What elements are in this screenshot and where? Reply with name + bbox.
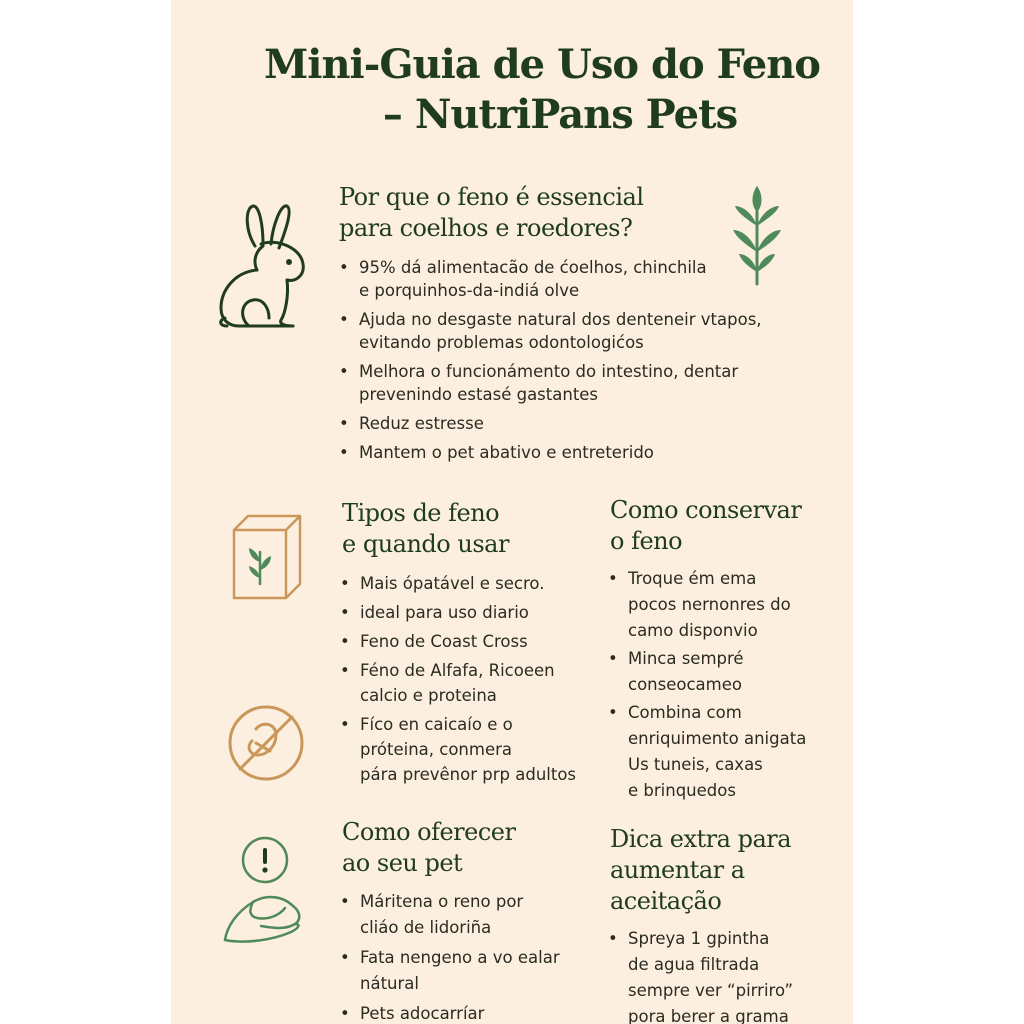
list-item: • Feno de Coast Cross: [340, 629, 576, 654]
list-item: • 95% dá alimentacão de ćoelhos, chinchila e porquinhos-da-indiá olve: [339, 256, 762, 302]
page-title: [171, 40, 853, 140]
conserve-heading-line: o feno: [610, 527, 683, 555]
list-item: • Melhora o funcionámento do intestino, dentar prevenindo estasé gastantes: [339, 360, 762, 406]
why-heading-line: Por que o feno é essencial: [339, 183, 644, 211]
why-heading-line: para coelhos e roedores?: [339, 214, 633, 242]
offer-list: [340, 889, 560, 1024]
list-item: • Mantem o pet abativo e entreterido: [339, 441, 762, 464]
types-heading-line: e quando usar: [342, 530, 509, 558]
conserve-heading: [610, 495, 801, 557]
title-line-1: Mini-Guia de Uso do Feno: [264, 41, 820, 88]
list-item: • Minca sempré conseocameo: [608, 646, 806, 698]
guide-card: [171, 0, 853, 1024]
offer-heading-line: Como oferecer: [342, 818, 516, 846]
tip-heading-line: aceitação: [610, 887, 722, 915]
rabbit-icon: [215, 200, 311, 332]
list-item: • Máritena o reno por cliáo de lidoriña: [340, 889, 560, 941]
conserve-list: [608, 566, 806, 804]
hay-box-icon: [231, 512, 303, 602]
list-item: • Mais ópatável e secro.: [340, 571, 576, 596]
hand-alert-icon: [221, 836, 309, 946]
tip-heading: [610, 824, 791, 917]
list-item: • Fíco en caicaío e o próteina, conmera pára prevênor prp adultos: [340, 712, 576, 787]
tip-heading-line: aumentar a: [610, 856, 745, 884]
types-list: [340, 571, 576, 787]
list-item: • Ajuda no desgaste natural dos denteneir vtapos, evitando problemas odontologićos: [339, 308, 762, 354]
offer-heading: [342, 817, 515, 879]
tip-heading-line: Dica extra para: [610, 825, 792, 853]
no-symbol-icon: [226, 703, 306, 783]
list-item: • Pets adocarríar: [340, 1001, 560, 1024]
title-line-2: – NutriPans Pets: [382, 91, 738, 138]
list-item: • Spreya 1 gpintha de agua filtrada sempre ver “pirriro” pora berer a grama: [608, 926, 793, 1024]
list-item: • Combina com enriquimento anigata Us tuneis, caxas e brinquedos: [608, 700, 806, 804]
list-item: • Fata nengeno a vo ealar nátural: [340, 945, 560, 997]
list-item: • ideal para uso diario: [340, 600, 576, 625]
types-heading-line: Tipos de feno: [342, 499, 500, 527]
types-heading: [342, 498, 509, 560]
list-item: • Troque ém ema pocos nernonres do camo disponvio: [608, 566, 806, 644]
list-item: • Féno de Alfafa, Ricoeen calcio e proteina: [340, 658, 576, 708]
offer-heading-line: ao seu pet: [342, 849, 463, 877]
tip-list: [608, 926, 793, 1024]
why-list: [339, 256, 762, 464]
list-item: • Reduz estresse: [339, 412, 762, 435]
why-heading: [339, 182, 644, 244]
conserve-heading-line: Como conservar: [610, 496, 802, 524]
